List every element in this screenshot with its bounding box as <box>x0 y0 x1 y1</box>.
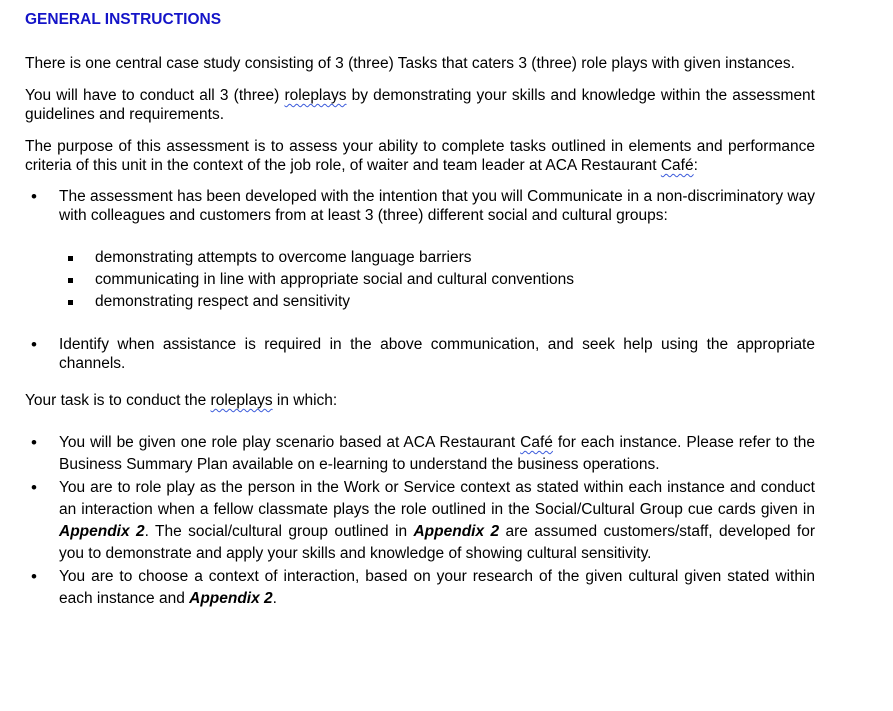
text: The purpose of this assessment is to assess your ability to complete tasks outlined in elements and performance criteria of this unit in the context of the job role, of waiter and team leader at ACA Restaurant <box>25 138 815 174</box>
bullet-item <box>25 187 815 313</box>
paragraph-purpose <box>25 137 815 175</box>
text: by demonstrating your skills and knowledge within the assessment guidelines and requirements. <box>25 87 815 123</box>
bullet-item: • Identify when assistance is required in the above communication, and seek help using the appropriate channels. <box>25 335 815 373</box>
text: Your task is to conduct the <box>25 392 211 409</box>
spellcheck-word: roleplays <box>284 87 347 104</box>
spellcheck-word: Café <box>660 157 694 174</box>
paragraph-case-study: There is one central case study consisting of 3 (three) Tasks that caters 3 (three) role plays with given instances. <box>25 55 795 72</box>
sub-bullet-item: communicating in line with appropriate social and cultural conventions <box>59 269 815 291</box>
bullet-list-task <box>25 432 815 610</box>
spellcheck-word: roleplays <box>210 392 273 409</box>
sub-bullet-list <box>59 247 815 313</box>
section-heading: GENERAL INSTRUCTIONS <box>25 11 222 28</box>
appendix-reference: Appendix 2 <box>189 590 273 607</box>
appendix-reference: Appendix 2 <box>413 523 500 540</box>
text: The assessment has been developed with the intention that you will Communicate in a non-discriminatory way with colleagues and customers from at least 3 (three) different social and cultural groups: <box>59 188 815 224</box>
text: You are to role play as the person in the Work or Service context as stated within each instance and conduct an interaction when a fellow classmate plays the role outlined in the Social/Cultural Group cue cards given in <box>59 479 815 518</box>
text: for each instance. Please refer to the Business Summary Plan available on e-learning to understand the business operations. <box>59 434 815 473</box>
bullet-list-assessment <box>25 187 815 373</box>
paragraph-task <box>25 391 815 410</box>
text: You are to choose a context of interaction, based on your research of the given cultural given stated within each instance and <box>59 568 815 607</box>
text: . The social/cultural group outlined in <box>144 523 414 540</box>
appendix-reference: Appendix 2 <box>59 523 145 540</box>
sub-bullet-item: demonstrating attempts to overcome language barriers <box>59 247 815 269</box>
bullet-item <box>25 566 815 610</box>
paragraph-roleplays <box>25 86 815 124</box>
bullet-item <box>25 432 815 476</box>
bullet-item <box>25 477 815 565</box>
text: You will be given one role play scenario based at ACA Restaurant <box>59 434 521 451</box>
text: are assumed customers/staff, developed for you to demonstrate and apply your skills and knowledge of showing cultural sensitivity. <box>59 523 815 562</box>
spellcheck-word: Café <box>520 434 553 451</box>
sub-bullet-item: demonstrating respect and sensitivity <box>59 291 815 313</box>
text: You will have to conduct all 3 (three) <box>25 87 285 104</box>
text: : <box>693 157 698 174</box>
text: in which: <box>272 392 338 409</box>
text: . <box>272 590 277 607</box>
